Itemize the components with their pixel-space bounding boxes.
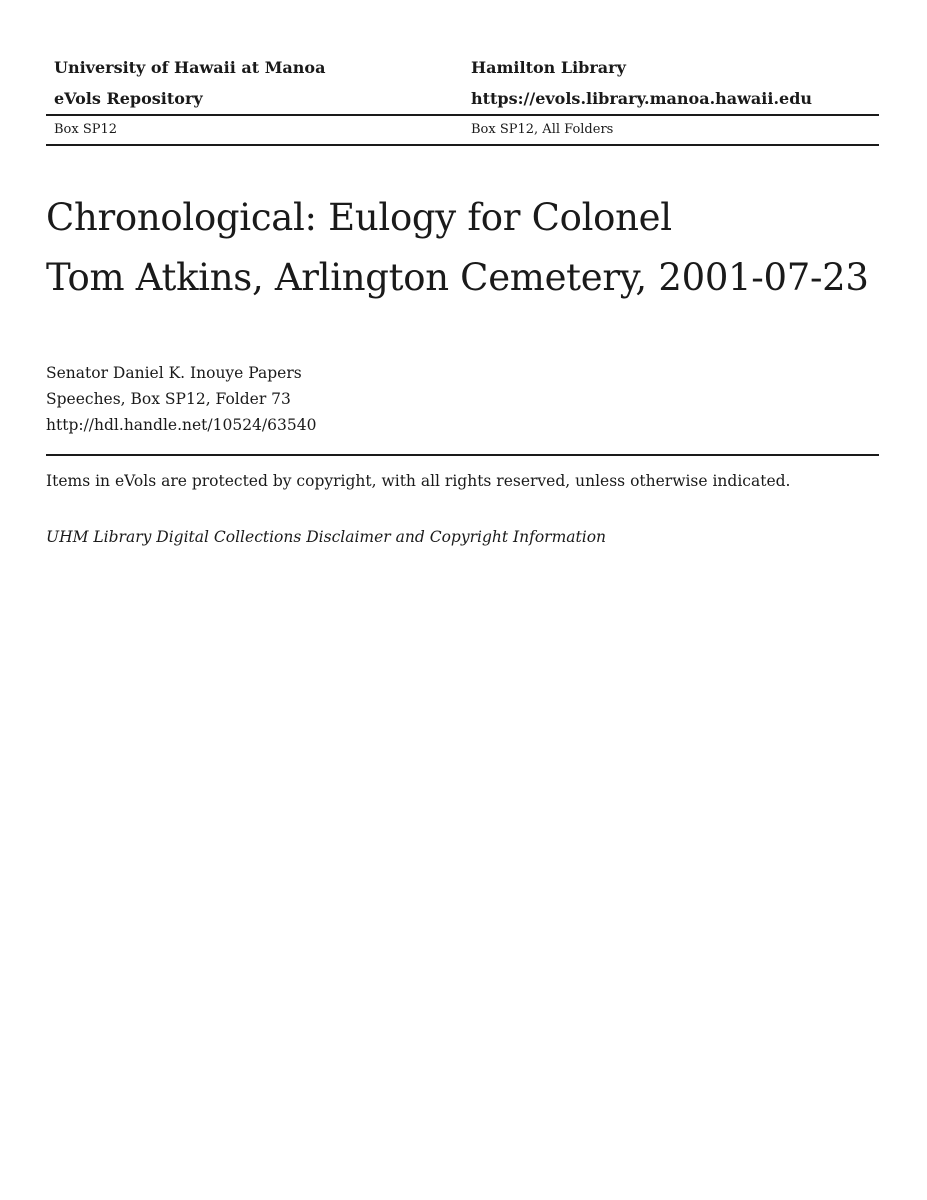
document-title xyxy=(46,188,879,308)
header-row-top xyxy=(46,52,879,83)
repository-header xyxy=(46,52,879,146)
repository-name: eVols Repository xyxy=(54,89,203,108)
header-row-second xyxy=(46,83,879,114)
repository-url[interactable]: https://evols.library.manoa.hawaii.edu xyxy=(471,89,813,108)
document-metadata xyxy=(46,360,879,438)
institution-name: University of Hawaii at Manoa xyxy=(54,58,326,77)
collection-name: Senator Daniel K. Inouye Papers xyxy=(46,364,302,382)
title-line-2: Tom Atkins, Arlington Cemetery, 2001-07-23 xyxy=(46,256,869,299)
header-bottom-divider xyxy=(46,144,879,146)
folder-location: Speeches, Box SP12, Folder 73 xyxy=(46,390,291,408)
library-name: Hamilton Library xyxy=(471,58,626,77)
content-divider xyxy=(46,454,879,456)
disclaimer-link[interactable]: UHM Library Digital Collections Disclaimer and Copyright Information xyxy=(46,528,607,546)
box-label: Box SP12 xyxy=(54,122,118,137)
title-line-1: Chronological: Eulogy for Colonel xyxy=(46,196,672,239)
copyright-notice: Items in eVols are protected by copyright, with all rights reserved, unless otherwise indicated. xyxy=(46,472,791,490)
box-folders-label: Box SP12, All Folders xyxy=(471,122,614,137)
handle-link[interactable]: http://hdl.handle.net/10524/63540 xyxy=(46,416,317,434)
header-row-box xyxy=(46,116,879,144)
